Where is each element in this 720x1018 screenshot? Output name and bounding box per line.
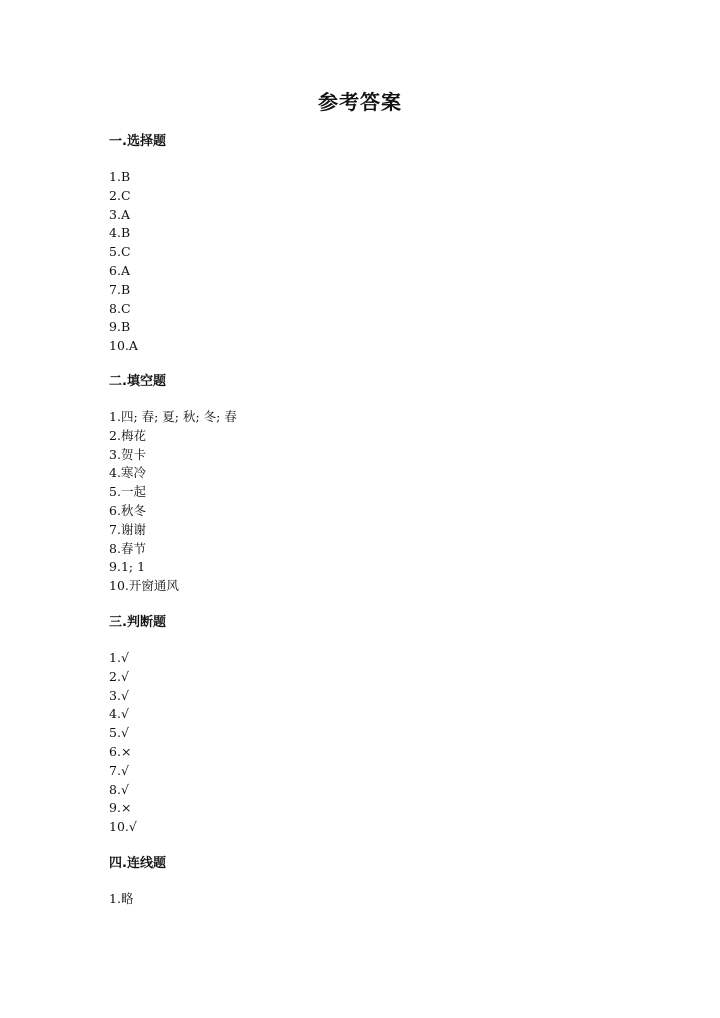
- answer-number: 1.: [109, 891, 121, 906]
- answer-item: [109, 168, 669, 187]
- answer-number: 10.: [109, 338, 129, 354]
- answer-list: [109, 649, 669, 837]
- answer-item: [109, 446, 669, 465]
- section-true-false: [109, 614, 669, 837]
- answer-item: [109, 337, 669, 356]
- answer-item: [109, 540, 669, 559]
- answer-number: 9.: [109, 800, 121, 816]
- answer-item: [109, 427, 669, 446]
- answer-text: 贺卡: [120, 446, 146, 462]
- answer-text: 春节: [120, 540, 146, 556]
- page-title: 参考答案: [318, 90, 402, 114]
- answer-number: 6.: [109, 502, 121, 518]
- answer-text: √: [128, 819, 137, 835]
- answer-item: [109, 408, 669, 427]
- answer-number: 9.: [109, 319, 121, 335]
- answer-text: B: [120, 281, 131, 297]
- answer-item: [109, 502, 669, 521]
- answer-text: A: [120, 206, 130, 222]
- answer-list: [109, 408, 669, 596]
- answer-item: [109, 818, 669, 837]
- answer-number: 6.: [109, 262, 121, 278]
- answer-text: 梅花: [120, 427, 146, 443]
- answer-text: 开窗通风: [128, 578, 179, 594]
- answer-item: [109, 781, 669, 800]
- section-matching: [109, 855, 669, 909]
- answer-text: ×: [120, 743, 132, 759]
- answer-number: 5.: [109, 725, 121, 741]
- answer-text: √: [120, 687, 129, 703]
- answer-number: 1.: [109, 650, 121, 665]
- answer-number: 10.: [109, 578, 129, 594]
- answer-item: [109, 558, 669, 577]
- answer-item: [109, 243, 669, 262]
- answer-number: 1.: [109, 409, 121, 424]
- answer-number: 1.: [109, 169, 121, 184]
- answer-text: √: [120, 762, 129, 778]
- answer-item: [109, 206, 669, 225]
- answer-text: B: [120, 169, 131, 184]
- answer-text: ×: [120, 800, 132, 816]
- answer-text: C: [120, 300, 131, 316]
- answer-item: [109, 281, 669, 300]
- answer-item: [109, 762, 669, 781]
- answer-text: A: [128, 338, 138, 354]
- answer-number: 9.: [109, 559, 121, 575]
- answer-text: B: [120, 319, 131, 335]
- answer-item: [109, 224, 669, 243]
- answer-text: √: [120, 650, 129, 665]
- section-heading: 三.判断题: [109, 615, 166, 630]
- answer-number: 5.: [109, 484, 121, 500]
- answer-text: B: [120, 225, 131, 241]
- answer-number: 3.: [109, 687, 121, 703]
- answer-item: [109, 483, 669, 502]
- answer-number: 8.: [109, 300, 121, 316]
- answer-text: 寒冷: [120, 465, 146, 481]
- answer-text: 秋冬: [120, 502, 146, 518]
- answer-item: [109, 799, 669, 818]
- answer-text: √: [120, 706, 129, 722]
- answer-item: [109, 705, 669, 724]
- answer-item: [109, 577, 669, 596]
- answer-item: [109, 743, 669, 762]
- section-heading: 一.选择题: [109, 134, 166, 149]
- answer-text: √: [120, 668, 129, 684]
- answer-text: A: [120, 262, 130, 278]
- answer-text: √: [120, 725, 129, 741]
- answer-number: 5.: [109, 244, 121, 260]
- answer-text: C: [120, 244, 131, 260]
- answer-item: [109, 300, 669, 319]
- answer-number: 2.: [109, 187, 121, 203]
- answer-item: [109, 649, 669, 668]
- answer-number: 7.: [109, 281, 121, 297]
- answer-text: 谢谢: [120, 521, 146, 537]
- answer-item: [109, 318, 669, 337]
- answer-item: [109, 890, 669, 909]
- answer-item: [109, 724, 669, 743]
- section-heading: 二.填空题: [109, 374, 166, 389]
- answer-text: 1; 1: [120, 559, 146, 575]
- answer-item: [109, 687, 669, 706]
- answer-number: 4.: [109, 225, 121, 241]
- answer-text: 略: [120, 891, 134, 906]
- answer-number: 6.: [109, 743, 121, 759]
- answer-text: √: [120, 781, 129, 797]
- answer-number: 10.: [109, 819, 129, 835]
- answer-text: 四; 春; 夏; 秋; 冬; 春: [120, 409, 237, 424]
- answer-item: [109, 187, 669, 206]
- answer-item: [109, 262, 669, 281]
- answer-list: [109, 168, 669, 356]
- answer-item: [109, 668, 669, 687]
- answer-number: 4.: [109, 465, 121, 481]
- answer-number: 8.: [109, 540, 121, 556]
- section-heading: 四.连线题: [109, 856, 166, 871]
- answer-number: 2.: [109, 668, 121, 684]
- answer-number: 8.: [109, 781, 121, 797]
- answer-number: 2.: [109, 427, 121, 443]
- answer-number: 3.: [109, 206, 121, 222]
- answer-number: 3.: [109, 446, 121, 462]
- answer-list: [109, 890, 669, 909]
- answer-number: 7.: [109, 521, 121, 537]
- answer-text: 一起: [120, 484, 146, 500]
- answer-text: C: [120, 187, 131, 203]
- answer-number: 4.: [109, 706, 121, 722]
- answer-number: 7.: [109, 762, 121, 778]
- answer-item: [109, 521, 669, 540]
- section-multiple-choice: [109, 133, 669, 356]
- answer-item: [109, 464, 669, 483]
- section-fill-in-blank: [109, 373, 669, 596]
